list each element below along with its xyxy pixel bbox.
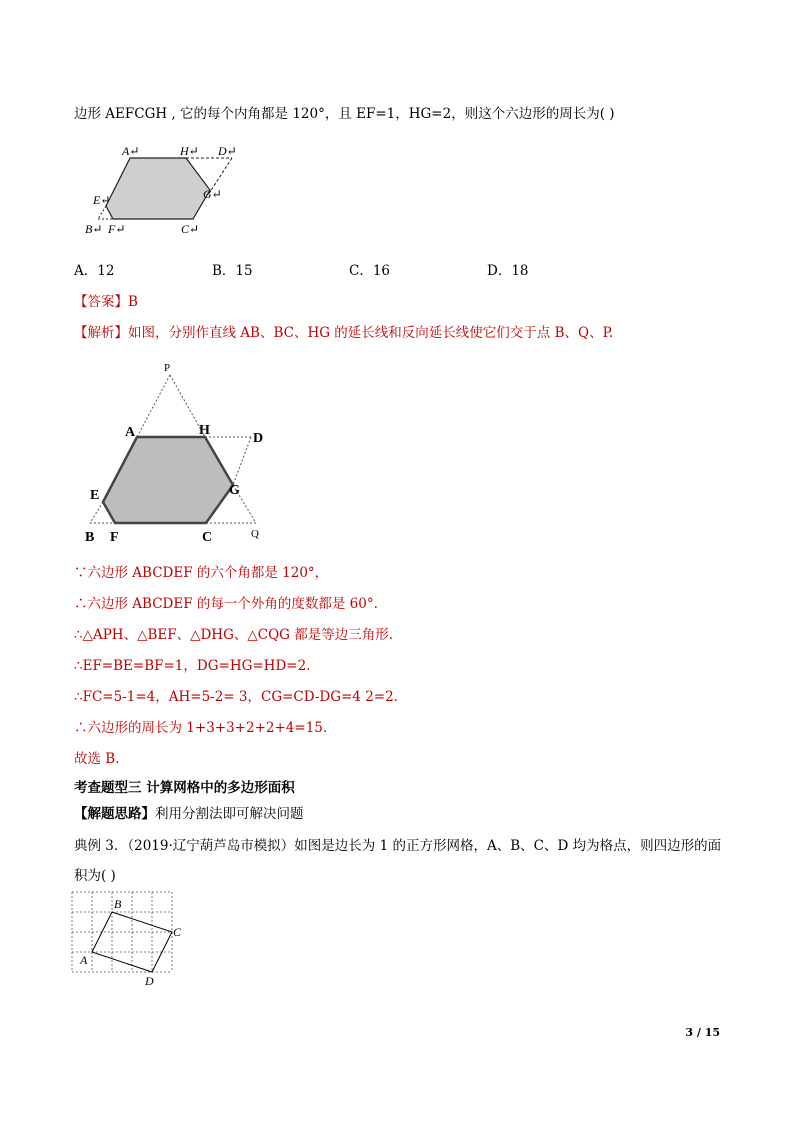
step-1: ∵六边形 ABCDEF 的六个角都是 120°，: [74, 565, 329, 581]
fig3-label-D: D: [145, 974, 154, 988]
option-b: B．15: [212, 263, 253, 279]
step-3: ∴△APH、△BEF、△DHG、△CQG 都是等边三角形.: [74, 627, 394, 643]
example-line-2: 积为( ): [74, 868, 116, 884]
analysis-line: 【解析】如图，分别作直线 AB、BC、HG 的延长线和反向延长线使它们交于点 B、Q、P.: [74, 325, 614, 341]
fig1-label-D: D↵: [218, 144, 237, 158]
fig3-label-A: A: [80, 953, 88, 967]
section-title: 考查题型三 计算网格中的多边形面积: [74, 780, 295, 796]
fig2-label-H: H: [199, 423, 210, 438]
fig2-label-P: P: [164, 362, 171, 374]
fig2-label-D: D: [253, 431, 264, 446]
fig2-label-Q: Q: [251, 528, 259, 540]
tip-line: [74, 802, 304, 822]
step-5: ∴FC=5-1=4，AH=5-2= 3，CG=CD-DG=4 2=2.: [74, 689, 398, 705]
option-a: A．12: [74, 263, 115, 279]
fig1-label-A: A↵: [122, 144, 140, 158]
option-d: D．18: [487, 263, 529, 279]
fig2-label-F: F: [110, 530, 119, 545]
conclusion-line: 故选 B.: [74, 751, 120, 767]
option-c: C．16: [349, 263, 391, 279]
answer-line: 【答案】B: [74, 294, 138, 310]
fig1-label-E: E↵: [93, 193, 111, 207]
fig1-label-C: C↵: [181, 222, 200, 236]
grid-figure: [70, 888, 200, 988]
step-6: ∴六边形的周长为 1+3+3+2+2+4=15.: [74, 720, 328, 736]
example-line-1: 典例 3．（2019·辽宁葫芦岛市模拟）如图是边长为 1 的正方形网格，A、B、C、D 均为格点，则四边形的面: [74, 838, 722, 854]
fig1-label-G: G↵: [203, 187, 222, 201]
page-number: 3 / 15: [685, 1026, 720, 1039]
step-4: ∴EF=BE=BF=1，DG=HG=HD=2.: [74, 658, 311, 674]
hexagon-figure-2: [78, 357, 278, 549]
question-line: 边形 AEFCGH , 它的每个内角都是 120°，且 EF=1，HG=2，则这个六边形的周长为( ): [74, 106, 615, 122]
fig2-label-A: A: [125, 425, 136, 440]
fig1-label-F: F↵: [108, 222, 126, 236]
fig2-label-C: C: [202, 530, 213, 545]
step-2: ∴六边形 ABCDEF 的每一个外角的度数都是 60°.: [74, 596, 378, 612]
fig2-label-G: G: [229, 483, 240, 498]
tip-text: 利用分割法即可解决问题: [155, 806, 304, 822]
fig3-label-B: B: [114, 897, 122, 911]
fig3-label-C: C: [173, 925, 182, 939]
fig2-label-E: E: [90, 488, 100, 503]
tip-label: 【解题思路】: [74, 806, 155, 822]
fig1-label-B: B↵: [85, 222, 103, 236]
fig2-label-B: B: [85, 530, 95, 545]
fig1-label-H: H↵: [180, 144, 199, 158]
hexagon-figure-1: [80, 140, 250, 240]
